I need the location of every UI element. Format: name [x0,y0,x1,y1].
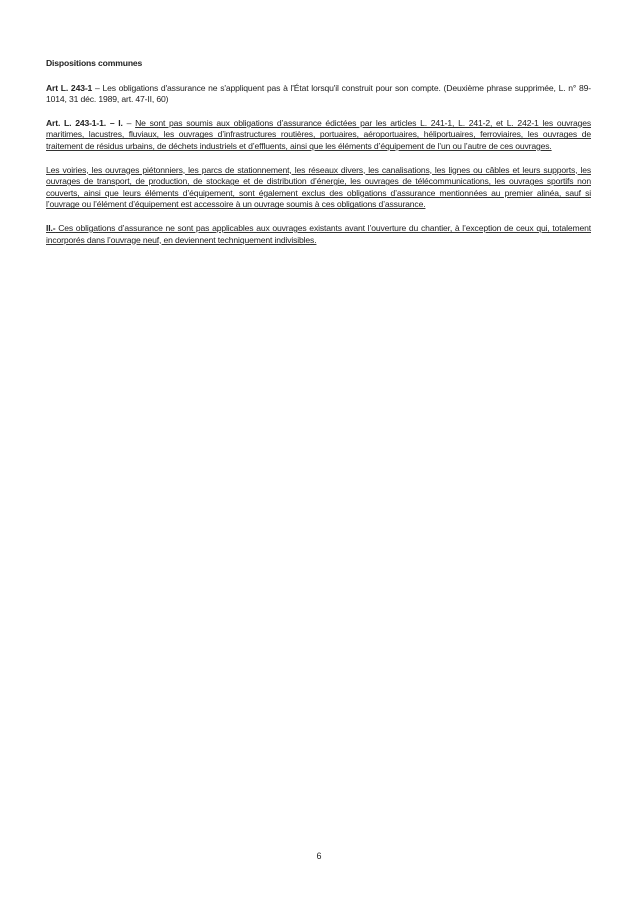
section-heading: Dispositions communes [46,58,143,68]
article-text: Ne sont pas soumis aux obligations d’assurance édictées par les articles L. 241-1, L. 241-2, et L. 242-1 les ouvrages maritimes, lacustres, fluviaux, les ouvrages d’infrastructures routières, portuaires, aéroportuaires, héliportuaires, ferroviaires, les ouvrages de traitement de résidus urbains, de déchets industriels et d’effluents, ainsi que les éléments d’équipement de l’un ou l’autre de ces ouvrages. [46,117,592,151]
page-number: 6 [316,851,322,861]
paragraph-exclusions: Les voiries, les ouvrages piétonniers, les parcs de stationnement, les réseaux divers, les canalisations, les lignes ou câbles et leurs supports, les ouvrages de transport, de production, de stockage et de distribution d’énergie, les ouvrages de télécommunications, les ouvrages sportifs non couverts, ainsi que leurs éléments d’équipement, sont également exclus des obligations d’assurance mentionnées au premier alinéa, sauf si l’ouvrage ou l’élément d’équipement est accessoire à un ouvrage soumis à ces obligations d’assurance. [46,164,591,210]
article-label: Art L. 243-1 [46,82,93,93]
article-text: Les obligations d'assurance ne s'appliquent pas à l'État lorsqu'il construit pour son compte. (Deuxième phrase supprimée, L. n° 89-1014, 31 déc. 1989, art. 47-II, 60) [46,82,591,105]
section-text: Ces obligations d’assurance ne sont pas applicables aux ouvrages existants avant l’ouverture du chantier, à l’exception de ceux qui, totalement incorporés dans l’ouvrage neuf, en deviennent techniquement indivisibles. [46,222,591,245]
article-label: Art. L. 243-1-1. – I. [46,117,123,128]
section-label: II.- [46,222,56,233]
article-l243-1-1 [46,118,591,153]
document-body [46,58,591,258]
article-separator: – [92,82,103,93]
article-separator: – [122,117,136,128]
paragraph-section-ii [46,223,591,246]
article-l243-1 [46,83,591,106]
